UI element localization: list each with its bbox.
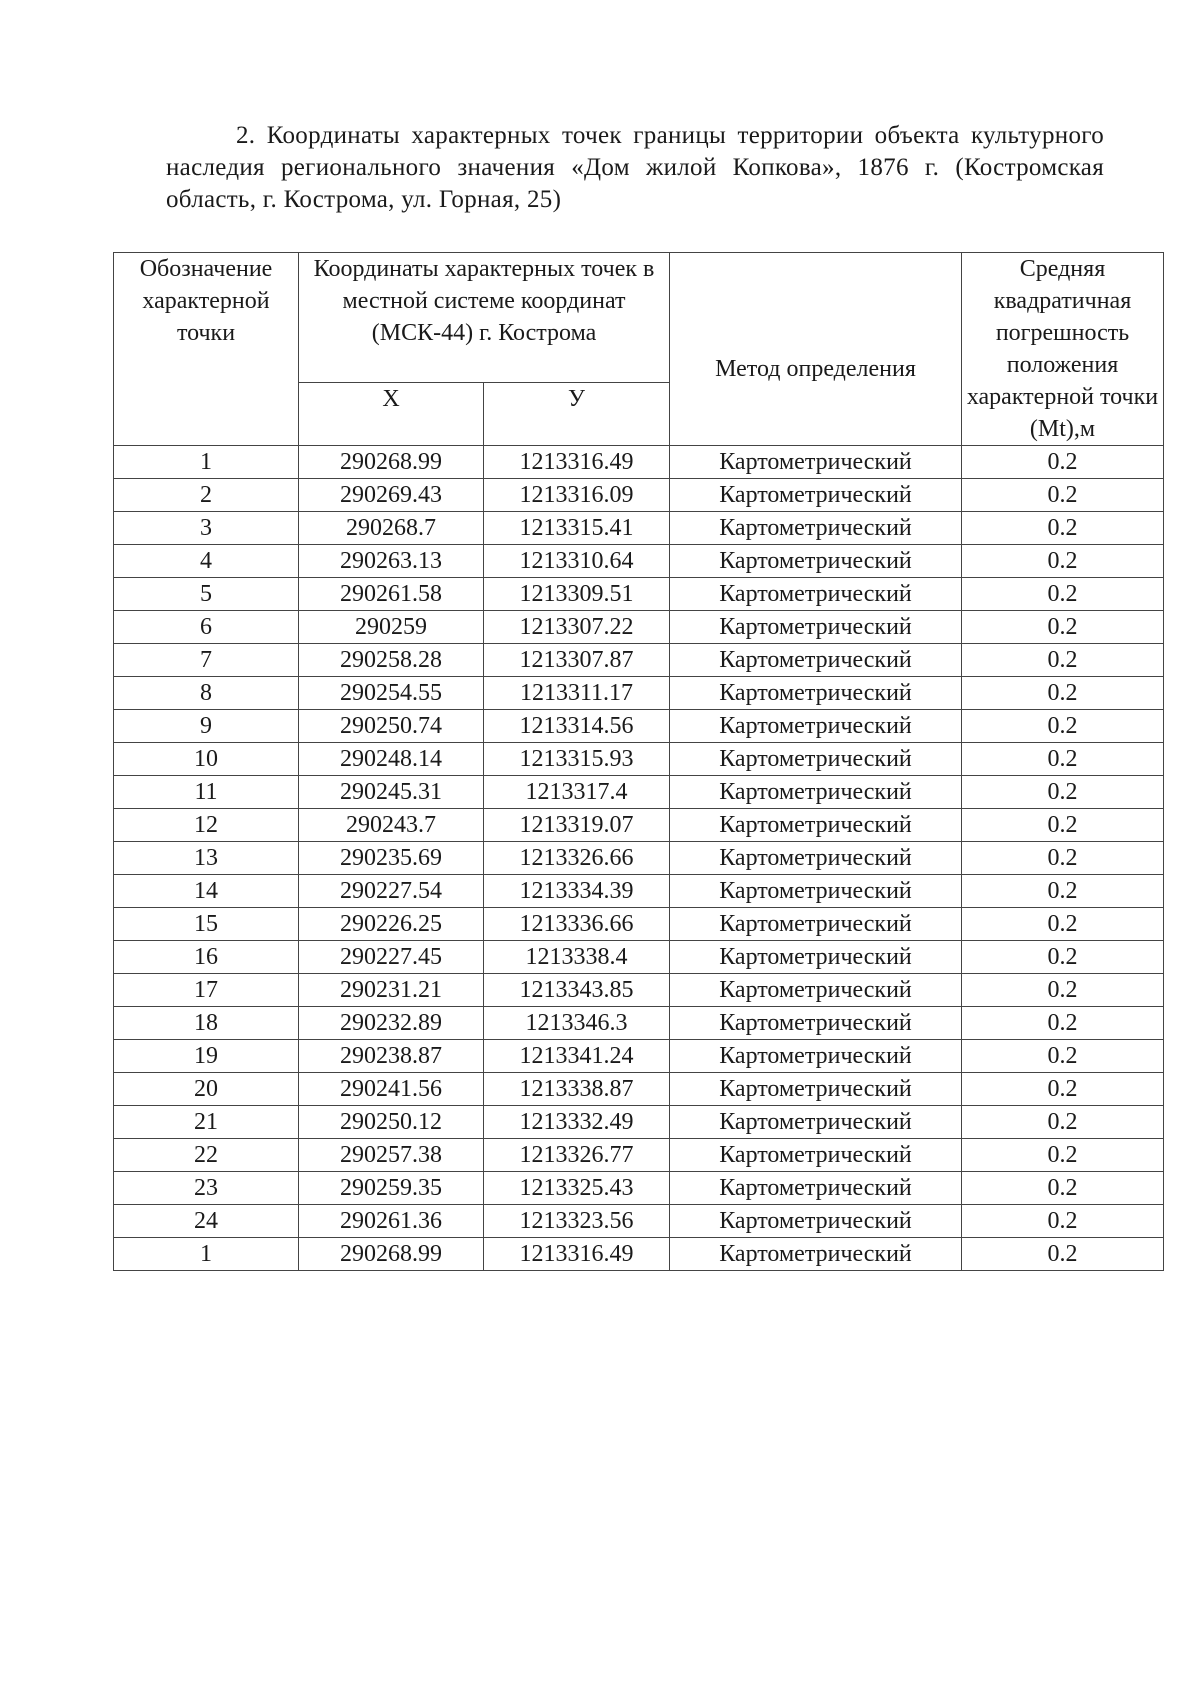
table-row: [114, 875, 1164, 908]
table-body: [114, 446, 1164, 1271]
section-heading: 2. Координаты характерных точек границы территории объекта культурного наследия регионального значения «Дом жилой Копкова», 1876 г. (Костромская область, г. Кострома, ул. Горная, 25): [166, 122, 1104, 213]
cell-y: 1213317.4: [484, 776, 670, 809]
cell-method: Картометрический: [670, 611, 962, 644]
cell-accuracy: 0.2: [962, 479, 1164, 512]
cell-x: 290243.7: [299, 809, 484, 842]
table-row: [114, 1040, 1164, 1073]
cell-point: 17: [114, 974, 299, 1007]
cell-method: Картометрический: [670, 941, 962, 974]
cell-accuracy: 0.2: [962, 776, 1164, 809]
cell-x: 290250.74: [299, 710, 484, 743]
table-row: [114, 446, 1164, 479]
cell-point: 18: [114, 1007, 299, 1040]
table-row: [114, 545, 1164, 578]
cell-y: 1213346.3: [484, 1007, 670, 1040]
cell-accuracy: 0.2: [962, 743, 1164, 776]
table-row: [114, 842, 1164, 875]
cell-method: Картометрический: [670, 974, 962, 1007]
cell-point: 9: [114, 710, 299, 743]
cell-point: 16: [114, 941, 299, 974]
cell-x: 290259: [299, 611, 484, 644]
cell-accuracy: 0.2: [962, 611, 1164, 644]
table-row: [114, 677, 1164, 710]
cell-x: 290231.21: [299, 974, 484, 1007]
table-row: [114, 512, 1164, 545]
cell-method: Картометрический: [670, 1139, 962, 1172]
cell-y: 1213310.64: [484, 545, 670, 578]
cell-x: 290238.87: [299, 1040, 484, 1073]
cell-accuracy: 0.2: [962, 1007, 1164, 1040]
cell-accuracy: 0.2: [962, 512, 1164, 545]
cell-y: 1213338.4: [484, 941, 670, 974]
cell-method: Картометрический: [670, 1205, 962, 1238]
cell-x: 290259.35: [299, 1172, 484, 1205]
cell-accuracy: 0.2: [962, 1106, 1164, 1139]
cell-method: Картометрический: [670, 809, 962, 842]
cell-accuracy: 0.2: [962, 578, 1164, 611]
cell-accuracy: 0.2: [962, 644, 1164, 677]
cell-y: 1213326.77: [484, 1139, 670, 1172]
cell-x: 290235.69: [299, 842, 484, 875]
cell-y: 1213311.17: [484, 677, 670, 710]
cell-y: 1213343.85: [484, 974, 670, 1007]
cell-y: 1213316.49: [484, 446, 670, 479]
cell-y: 1213332.49: [484, 1106, 670, 1139]
table-row: [114, 1205, 1164, 1238]
cell-point: 24: [114, 1205, 299, 1238]
cell-point: 15: [114, 908, 299, 941]
cell-x: 290257.38: [299, 1139, 484, 1172]
cell-accuracy: 0.2: [962, 941, 1164, 974]
cell-x: 290269.43: [299, 479, 484, 512]
cell-y: 1213316.09: [484, 479, 670, 512]
cell-accuracy: 0.2: [962, 677, 1164, 710]
cell-x: 290258.28: [299, 644, 484, 677]
cell-point: 14: [114, 875, 299, 908]
cell-y: 1213325.43: [484, 1172, 670, 1205]
cell-accuracy: 0.2: [962, 446, 1164, 479]
cell-point: 7: [114, 644, 299, 677]
cell-accuracy: 0.2: [962, 1073, 1164, 1106]
table-row: [114, 1238, 1164, 1271]
cell-y: 1213307.87: [484, 644, 670, 677]
cell-point: 13: [114, 842, 299, 875]
cell-point: 3: [114, 512, 299, 545]
cell-accuracy: 0.2: [962, 1205, 1164, 1238]
cell-accuracy: 0.2: [962, 710, 1164, 743]
cell-x: 290232.89: [299, 1007, 484, 1040]
cell-point: 23: [114, 1172, 299, 1205]
cell-method: Картометрический: [670, 1238, 962, 1271]
cell-y: 1213338.87: [484, 1073, 670, 1106]
cell-point: 8: [114, 677, 299, 710]
cell-method: Картометрический: [670, 446, 962, 479]
header-point: Обозначение характерной точки: [114, 253, 299, 446]
cell-x: 290226.25: [299, 908, 484, 941]
cell-method: Картометрический: [670, 677, 962, 710]
cell-y: 1213307.22: [484, 611, 670, 644]
cell-x: 290268.99: [299, 1238, 484, 1271]
cell-point: 21: [114, 1106, 299, 1139]
cell-point: 12: [114, 809, 299, 842]
cell-x: 290248.14: [299, 743, 484, 776]
coordinates-table: [113, 252, 1164, 1271]
cell-method: Картометрический: [670, 776, 962, 809]
cell-method: Картометрический: [670, 1040, 962, 1073]
cell-x: 290254.55: [299, 677, 484, 710]
cell-y: 1213336.66: [484, 908, 670, 941]
cell-accuracy: 0.2: [962, 545, 1164, 578]
cell-method: Картометрический: [670, 875, 962, 908]
cell-x: 290245.31: [299, 776, 484, 809]
cell-point: 5: [114, 578, 299, 611]
cell-y: 1213309.51: [484, 578, 670, 611]
cell-accuracy: 0.2: [962, 1238, 1164, 1271]
cell-accuracy: 0.2: [962, 842, 1164, 875]
cell-accuracy: 0.2: [962, 809, 1164, 842]
cell-y: 1213341.24: [484, 1040, 670, 1073]
cell-accuracy: 0.2: [962, 974, 1164, 1007]
cell-y: 1213314.56: [484, 710, 670, 743]
table-row: [114, 908, 1164, 941]
table-row: [114, 1139, 1164, 1172]
cell-point: 1: [114, 446, 299, 479]
table-row: [114, 776, 1164, 809]
cell-method: Картометрический: [670, 578, 962, 611]
table-row: [114, 644, 1164, 677]
cell-x: 290261.36: [299, 1205, 484, 1238]
cell-method: Картометрический: [670, 1007, 962, 1040]
cell-point: 20: [114, 1073, 299, 1106]
cell-method: Картометрический: [670, 545, 962, 578]
cell-method: Картометрический: [670, 1106, 962, 1139]
cell-x: 290250.12: [299, 1106, 484, 1139]
cell-x: 290268.7: [299, 512, 484, 545]
header-method: Метод определения: [670, 253, 962, 446]
table-row: [114, 1172, 1164, 1205]
table-row: [114, 578, 1164, 611]
cell-point: 4: [114, 545, 299, 578]
cell-y: 1213323.56: [484, 1205, 670, 1238]
cell-point: 1: [114, 1238, 299, 1271]
cell-accuracy: 0.2: [962, 1040, 1164, 1073]
table-row: [114, 743, 1164, 776]
cell-point: 22: [114, 1139, 299, 1172]
cell-method: Картометрический: [670, 644, 962, 677]
cell-method: Картометрический: [670, 710, 962, 743]
table-header: [114, 253, 1164, 446]
cell-x: 290227.45: [299, 941, 484, 974]
header-x: X: [299, 383, 484, 446]
cell-point: 11: [114, 776, 299, 809]
table-row: [114, 1073, 1164, 1106]
table-row: [114, 611, 1164, 644]
cell-x: 290263.13: [299, 545, 484, 578]
cell-method: Картометрический: [670, 479, 962, 512]
table-row: [114, 941, 1164, 974]
cell-method: Картометрический: [670, 1073, 962, 1106]
cell-x: 290268.99: [299, 446, 484, 479]
cell-accuracy: 0.2: [962, 908, 1164, 941]
cell-accuracy: 0.2: [962, 1172, 1164, 1205]
table-row: [114, 1106, 1164, 1139]
cell-method: Картометрический: [670, 512, 962, 545]
header-y: У: [484, 383, 670, 446]
cell-accuracy: 0.2: [962, 1139, 1164, 1172]
cell-y: 1213315.93: [484, 743, 670, 776]
table-row: [114, 809, 1164, 842]
table-row: [114, 710, 1164, 743]
table-row: [114, 974, 1164, 1007]
cell-x: 290227.54: [299, 875, 484, 908]
cell-point: 19: [114, 1040, 299, 1073]
cell-method: Картометрический: [670, 908, 962, 941]
cell-y: 1213316.49: [484, 1238, 670, 1271]
table-row: [114, 1007, 1164, 1040]
header-accuracy: Средняя квадратичная погрешность положения характерной точки (Mt),м: [962, 253, 1164, 446]
cell-y: 1213319.07: [484, 809, 670, 842]
cell-y: 1213334.39: [484, 875, 670, 908]
cell-accuracy: 0.2: [962, 875, 1164, 908]
cell-y: 1213326.66: [484, 842, 670, 875]
header-coordinates: Координаты характерных точек в местной системе координат (МСК-44) г. Кострома: [299, 253, 670, 383]
cell-method: Картометрический: [670, 743, 962, 776]
cell-x: 290261.58: [299, 578, 484, 611]
cell-x: 290241.56: [299, 1073, 484, 1106]
cell-method: Картометрический: [670, 842, 962, 875]
table-row: [114, 479, 1164, 512]
cell-y: 1213315.41: [484, 512, 670, 545]
cell-method: Картометрический: [670, 1172, 962, 1205]
cell-point: 6: [114, 611, 299, 644]
cell-point: 10: [114, 743, 299, 776]
cell-point: 2: [114, 479, 299, 512]
